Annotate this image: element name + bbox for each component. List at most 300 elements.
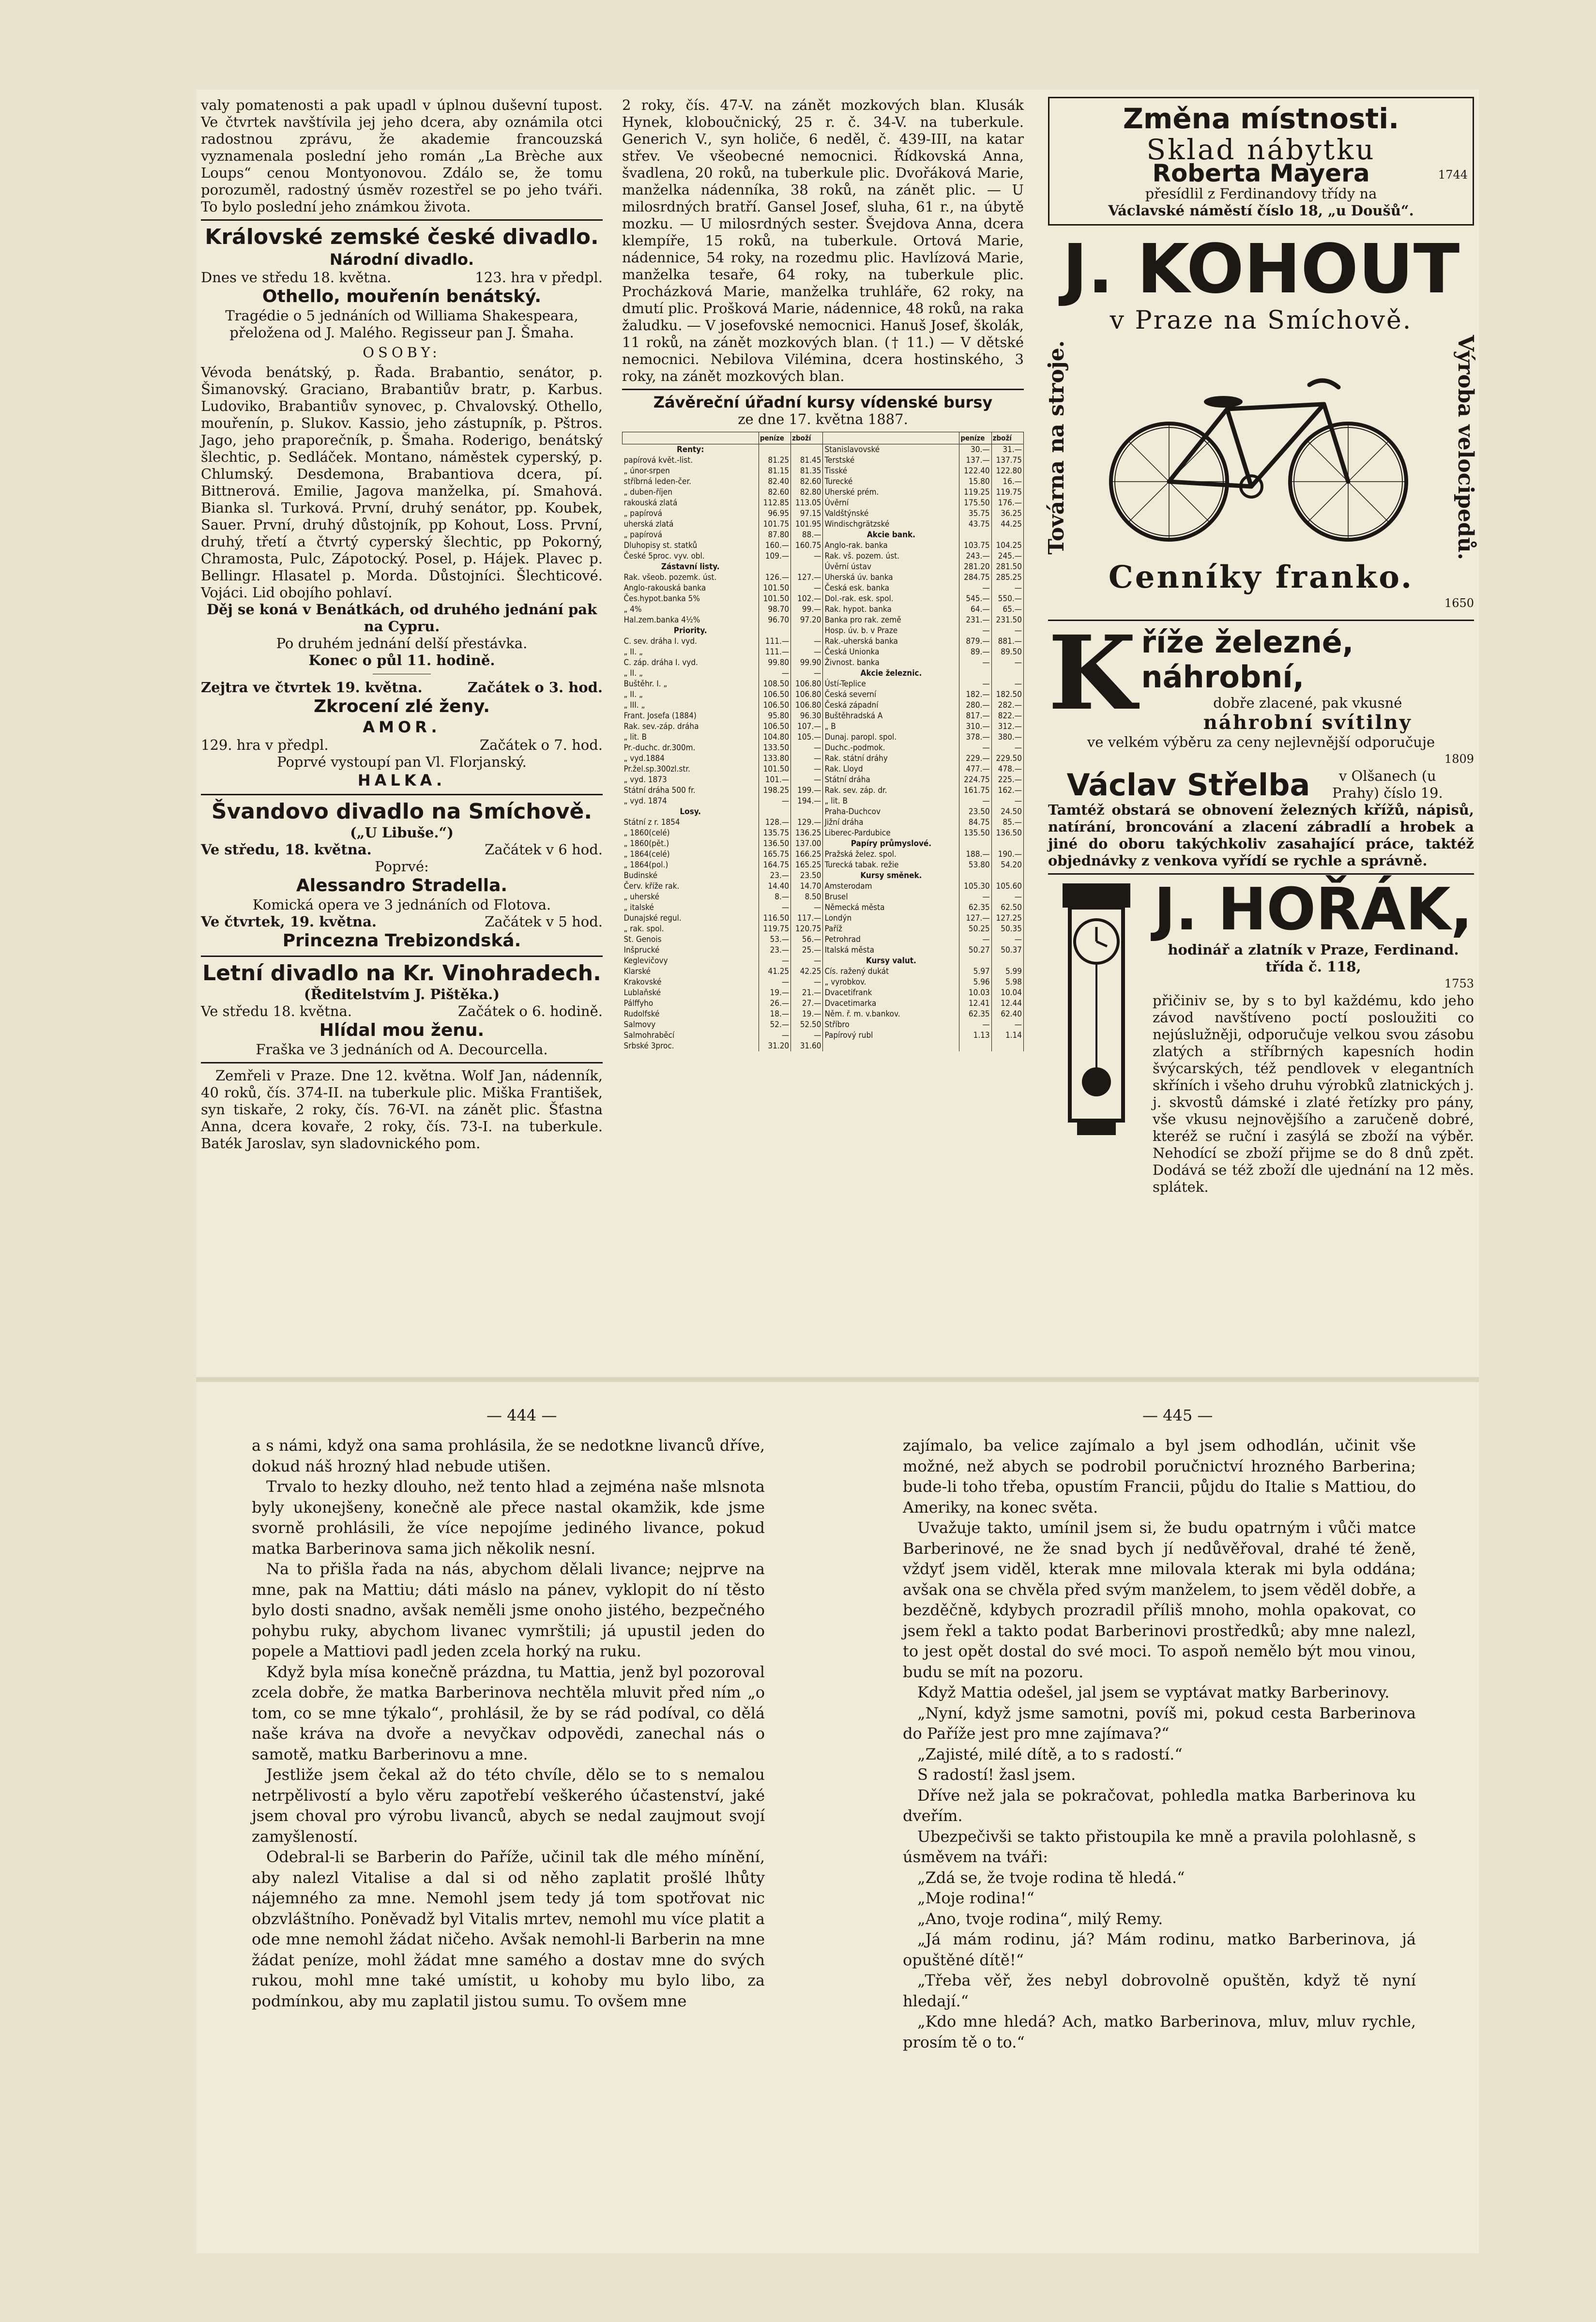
quote-name: Státní dráha 500 fr.: [623, 785, 759, 796]
quote-goods: 137.00: [791, 838, 823, 849]
othello-title: Othello, mouřenín benátský.: [262, 287, 542, 306]
ad-mayer-name: Roberta Mayera: [1152, 159, 1370, 187]
quote-money: 231.—: [959, 615, 991, 625]
table-row: [623, 732, 1024, 743]
quote-money: 10.03: [959, 987, 991, 998]
quote-name: Windischgrätzské: [823, 519, 959, 530]
quote-name: Úvěrní ústav: [823, 562, 959, 572]
table-row: [623, 998, 1024, 1009]
quote-goods: 50.35: [991, 924, 1023, 934]
quote-goods: 81.35: [791, 466, 823, 476]
story-paragraph: „Třeba věř, žes nebyl dobrovolně opuštěn, když tě nyní hledají.“: [903, 1971, 1416, 2010]
quote-name: „ lit. B: [623, 732, 759, 743]
quote-goods: 56.—: [791, 934, 823, 945]
quote-money: —: [959, 679, 991, 689]
zkroceni-title: Zkrocení zlé ženy.: [314, 697, 490, 716]
date-left: Zejtra ve čtvrtek 19. května.: [201, 679, 423, 696]
quote-money: 62.35: [959, 902, 991, 913]
quote-money: 84.75: [959, 817, 991, 828]
col-head: zboží: [791, 432, 823, 444]
quote-name: Česká Unionka: [823, 647, 959, 657]
quote-money: 477.—: [959, 764, 991, 774]
quote-goods: —: [791, 583, 823, 593]
quote-money: 116.50: [759, 913, 790, 924]
story-paragraph: zajímalo, ba velice zajímalo a byl jsem odhodlán, učinit vše možné, než abych se podrobil poručnictví hrozného Barberina; bude-li toho třeba, opustím Francii, půjdu do Italie s Mattiou, do Ameriky, na konec světa.: [903, 1436, 1416, 1517]
table-row: [623, 1009, 1024, 1019]
quote-name: Česká severní: [823, 689, 959, 700]
quote-money: 101.50: [759, 764, 790, 774]
quote-goods: 10.04: [991, 987, 1023, 998]
quote-money: 109.—: [759, 551, 790, 562]
table-row: [623, 860, 1024, 870]
quote-name: papírová květ.-list.: [623, 455, 759, 466]
quote-goods: 229.50: [991, 753, 1023, 764]
quote-name: Banka pro rak. země: [823, 615, 959, 625]
story-paragraph: Na to přišla řada na nás, abychom dělali livance; nejprve na mne, pak na Mattiu; dáti máslo na pánev, vyklopit do ní těsto bylo dosti snadno, avšak neměli jsme onoho jistého, bezpečného pohybu ruky, abychom livanec vymrštili; já upustil jeden do popele a Mattiovi padl jeden zcela horký na ruku.: [252, 1560, 765, 1660]
quote-money: 137.—: [959, 455, 991, 466]
quote-money: 82.60: [759, 487, 790, 498]
story-paragraph: Ubezpečivši se takto přistoupila ke mně a pravila polohlasně, s úsměvem na tváři:: [903, 1827, 1416, 1866]
ad-horak-l1: hodinář a zlatník v Praze, Ferdinand. třída č. 118,: [1168, 941, 1459, 975]
quote-money: 111.—: [759, 636, 790, 647]
quote-name: Priority.: [623, 625, 759, 636]
table-row: [623, 753, 1024, 764]
quote-goods: 12.44: [991, 998, 1023, 1009]
ad-kohout-cennik: Cenníky franko.: [1108, 559, 1414, 596]
page-fold: [196, 1377, 1479, 1382]
story-paragraph: „Zdá se, že tvoje rodina tě hledá.“: [917, 1868, 1185, 1887]
quote-goods: 127.—: [791, 572, 823, 583]
story-paragraph: S radostí! žasl jsem.: [917, 1765, 1076, 1784]
ad-kohout-left: Továrna na stroje.: [1044, 340, 1069, 555]
quote-goods: 136.25: [791, 828, 823, 838]
quote-name: „ uherské: [623, 892, 759, 902]
svandovo-title: Švandovo divadlo na Smíchově.: [211, 799, 593, 824]
quote-money: —: [959, 743, 991, 753]
quote-money: 133.50: [759, 743, 790, 753]
quote-money: —: [759, 668, 790, 679]
deaths-notice: Zemřeli v Praze. Dne 12. května. Wolf Jan, nádenník, 40 roků, čís. 374-II. na tuberkule plic. Miška František, syn tiskaře, 2 roky, čís. 76-VI. na zánět plic. Šťastna Anna, dcera kovaře, 2 roky, čís. 73-I. na tuberkule. Baték Jaroslav, syn sladovnického pom.: [201, 1067, 603, 1152]
quote-money: —: [959, 625, 991, 636]
quote-name: Londýn: [823, 913, 959, 924]
quote-name: Turecká tabak. režie: [823, 860, 959, 870]
quote-goods: 52.50: [791, 1019, 823, 1030]
ad-mayer-line1: přesídlil z Ferdinandovy třídy na: [1145, 185, 1377, 202]
princezna-title: Princezna Trebizondská.: [282, 931, 521, 951]
quote-money: [959, 530, 991, 540]
quote-name: Rak. sev.-záp. dráha: [623, 721, 759, 732]
quote-money: 133.80: [759, 753, 790, 764]
quote-goods: 231.50: [991, 615, 1023, 625]
quote-name: Kursy směnek.: [823, 870, 959, 881]
quote-name: Stříbro: [823, 1019, 959, 1030]
quote-money: 378.—: [959, 732, 991, 743]
quote-name: „ 1860(pět.): [623, 838, 759, 849]
quote-goods: 44.25: [991, 519, 1023, 530]
quote-goods: 8.50: [791, 892, 823, 902]
quote-goods: —: [991, 1019, 1023, 1030]
quote-name: Státní z r. 1854: [623, 817, 759, 828]
table-row: [623, 743, 1024, 753]
quote-goods: 199.—: [791, 785, 823, 796]
table-row: [623, 828, 1024, 838]
hlidal-title: Hlídal mou ženu.: [319, 1020, 485, 1040]
quote-money: 82.40: [759, 476, 790, 487]
table-row: [623, 945, 1024, 956]
table-row: [623, 849, 1024, 860]
quote-goods: 96.30: [791, 711, 823, 721]
quote-money: 310.—: [959, 721, 991, 732]
quote-name: Keglevičovy: [623, 956, 759, 966]
quote-money: 127.—: [959, 913, 991, 924]
quote-money: 50.27: [959, 945, 991, 956]
quote-goods: [991, 530, 1023, 540]
table-row: [623, 987, 1024, 998]
quote-name: uherská zlatá: [623, 519, 759, 530]
quote-name: Jižní dráha: [823, 817, 959, 828]
quote-name: Hosp. úv. b. v Praze: [823, 625, 959, 636]
quote-money: [959, 870, 991, 881]
quote-money: 8.—: [759, 892, 790, 902]
quote-goods: —: [991, 625, 1023, 636]
quote-money: —: [959, 657, 991, 668]
theatre-column: [201, 97, 603, 1155]
ad-kohout-place: v Praze na Smíchově.: [1110, 306, 1413, 335]
quote-name: Rudolfské: [623, 1009, 759, 1019]
quote-name: Živnost. banka: [823, 657, 959, 668]
table-row: [623, 1019, 1024, 1030]
quote-name: Červ. kříže rak.: [623, 881, 759, 892]
quote-goods: 162.—: [991, 785, 1023, 796]
quote-goods: —: [791, 647, 823, 657]
quote-money: 64.—: [959, 604, 991, 615]
quote-money: 101.50: [759, 583, 790, 593]
quote-goods: 14.70: [791, 881, 823, 892]
quote-money: 5.96: [959, 977, 991, 987]
quote-money: [759, 444, 790, 455]
col-head-name: [623, 432, 759, 444]
quote-goods: 881.—: [991, 636, 1023, 647]
quote-name: „ 1864(pol.): [623, 860, 759, 870]
quote-goods: 62.40: [991, 1009, 1023, 1019]
deaths-continued: 2 roky, čís. 47-V. na zánět mozkových blan. Klusák Hynek, kloboučnický, 25 r. č. 34-V. na tuberkule. Generich V., syn holiče, 6 neděl, č. 439-III, na katar střev. Ve všeobecné nemocnici. Řídkovská Anna, švadlena, 20 roků, na tuberkule plic. Dvořáková Marie, manželka nádenníka, 38 roků, na zánět plic. — U milosrdných bratří. Gansel Josef, sluha, 61 r., na úbytě mozku. — U milosrdných sester. Švejdova Anna, dcera klempíře, 15 roků, na tuberkule. Ortová Marie, nádennice, 54 roky, na rozedmu plic. Havlízová Marie, manželka tesaře, 64 roky, na tuberkule plic. Procházková Marie, manželka truhláře, 62 roky, na dmutí plic. Prošková Marie, nádennice, 48 roků, na raka žaludku. — V josefovské nemocnici. Hanuš Josef, školák, 11 roků, na zánět mozkových blan. († 11.) — V dětské nemocnici. Nebilova Vilémina, dcera hostinského, 3 roky, na zánět mozkových blan.: [622, 97, 1024, 384]
date-right: Začátek o 3. hod.: [467, 679, 603, 696]
quote-goods: 101.95: [791, 519, 823, 530]
quote-money: 198.25: [759, 785, 790, 796]
story-paragraph: Uvažuje takto, umínil jsem si, že budu opatrným i vůči matce Barberinové, ne že snad bych jí nedůvěřoval, drahé té ženě, vždyť jsem viděl, kterak mne milovala kterak mi byla oddána; avšak ona se chvěla před svým manželem, to jsem věděl dobře, a bezděčně, kdybych prozradil příliš mnoho, mohla opakovat, co jsem řekl a takto podat Barberinovi prostředků; aby mne nalezl, to jest opět dostal do své moci. To aspoň nemělo být mou vinou, budu se mít na pozoru.: [903, 1518, 1416, 1681]
table-row: [623, 604, 1024, 615]
quote-money: 161.75: [959, 785, 991, 796]
divider: [622, 389, 1024, 390]
table-row: [623, 625, 1024, 636]
quote-name: „ 4%: [623, 604, 759, 615]
quote-goods: 106.80: [791, 679, 823, 689]
story-paragraph: „Moje rodina!“: [917, 1889, 1034, 1907]
quote-name: „ 1864(celé): [623, 849, 759, 860]
table-row: [623, 966, 1024, 977]
quote-goods: 82.80: [791, 487, 823, 498]
quote-money: 99.80: [759, 657, 790, 668]
quote-name: Rak. státní dráhy: [823, 753, 959, 764]
quote-money: 224.75: [959, 774, 991, 785]
table-row: [623, 956, 1024, 966]
quote-money: —: [959, 1019, 991, 1030]
quote-name: stříbrná leden-čer.: [623, 476, 759, 487]
intermission: Po druhém jednání delší přestávka.: [276, 635, 528, 652]
quote-goods: 23.50: [791, 870, 823, 881]
date-left: Ve středu 18. května.: [201, 1003, 352, 1019]
quote-name: „ B: [823, 721, 959, 732]
quote-money: 14.40: [759, 881, 790, 892]
quote-name: Kursy valut.: [823, 956, 959, 966]
quote-name: Italská města: [823, 945, 959, 956]
quote-money: 229.—: [959, 753, 991, 764]
quote-goods: —: [991, 583, 1023, 593]
quote-money: 108.50: [759, 679, 790, 689]
quote-money: 23.—: [759, 870, 790, 881]
quote-name: Rak. všeob. pozemk. úst.: [623, 572, 759, 583]
quote-money: 111.—: [759, 647, 790, 657]
quote-money: 165.75: [759, 849, 790, 860]
quote-goods: 106.80: [791, 689, 823, 700]
quote-goods: —: [791, 956, 823, 966]
story-paragraph: Jestliže jsem čekal až do této chvíle, dělo se to s nemalou netrpělivostí a bylo věru zapotřebí veškerého účastenství, jaké jsem choval pro výrobu livanců, abych se nedal zaujmout svojí zamyšleností.: [252, 1765, 765, 1846]
quote-name: Renty:: [623, 444, 759, 455]
page-number-right: — 445 —: [1142, 1406, 1213, 1425]
quote-goods: 165.25: [791, 860, 823, 870]
quote-goods: 281.50: [991, 562, 1023, 572]
table-row: [623, 913, 1024, 924]
table-row: [623, 817, 1024, 828]
quote-name: „ II. „: [623, 689, 759, 700]
quote-name: „ II. „: [623, 668, 759, 679]
table-row: [623, 806, 1024, 817]
story-paragraph: Když byla mísa konečně prázdna, tu Mattia, jenž byl pozoroval zcela dobře, že matka Barberinova nechtěla mluvit před ním „o tom, co se mne týkalo“, prohlásil, že by se rád podíval, co dělá naše kráva na dvoře a nevyčkav odpovědi, zanechal nás o samotě, matku Barberinovu a mne.: [252, 1662, 765, 1763]
date-right: Začátek v 6 hod.: [485, 841, 603, 858]
quote-money: —: [759, 1030, 790, 1041]
table-row: [623, 615, 1024, 625]
table-row: [623, 498, 1024, 508]
divider: [201, 1062, 603, 1063]
ad-kohout: [1044, 230, 1478, 612]
quote-goods: 119.75: [991, 487, 1023, 498]
quote-money: 81.25: [759, 455, 790, 466]
quote-name: „ duben-říjen: [623, 487, 759, 498]
poprve-label: Poprvé:: [375, 858, 429, 875]
ad-kohout-name: J. KOHOUT: [1062, 230, 1460, 309]
table-row: [623, 508, 1024, 519]
quote-money: 126.—: [759, 572, 790, 583]
ad-horak-num: 1753: [1444, 977, 1474, 991]
date-left: Ve čtvrtek, 19. května.: [201, 913, 377, 930]
quote-name: „ vyrobkov.: [823, 977, 959, 987]
quote-goods: —: [791, 977, 823, 987]
quote-goods: 42.25: [791, 966, 823, 977]
quote-money: 96.95: [759, 508, 790, 519]
bourse-table: [622, 432, 1024, 1051]
bourse-title: Závěreční úřadní kursy vídenské bursy: [653, 393, 993, 411]
ad-mayer-num: 1744: [1438, 168, 1468, 182]
quote-name: Zástavní listy.: [623, 562, 759, 572]
quote-money: 101.—: [759, 774, 790, 785]
quote-money: 188.—: [959, 849, 991, 860]
quote-goods: 19.—: [791, 1009, 823, 1019]
quote-money: 50.25: [959, 924, 991, 934]
plot-location: Děj se koná v Benátkách, od druhého jednání pak na Cypru.: [206, 601, 597, 635]
ad-kohout-num: 1650: [1444, 596, 1474, 610]
quote-goods: 107.—: [791, 721, 823, 732]
divider: [201, 956, 603, 957]
quote-goods: 54.20: [991, 860, 1023, 870]
quote-name: Dluhopisy st. statků: [623, 540, 759, 551]
quote-name: Česká esk. banka: [823, 583, 959, 593]
ad-strelba-num: 1809: [1444, 752, 1474, 766]
date-left: Dnes ve středu 18. května.: [201, 269, 392, 286]
table-row: [623, 924, 1024, 934]
quote-name: „ vyd.1884: [623, 753, 759, 764]
quote-goods: 160.75: [791, 540, 823, 551]
quote-name: Něm. ř. m. v.bankov.: [823, 1009, 959, 1019]
table-row: [623, 647, 1024, 657]
quote-money: 119.75: [759, 924, 790, 934]
quote-goods: [791, 806, 823, 817]
table-row: [623, 689, 1024, 700]
quote-name: Anglo-rak. banka: [823, 540, 959, 551]
story-paragraph: „Ano, tvoje rodina“, milý Remy.: [917, 1909, 1163, 1928]
quote-money: 18.—: [759, 1009, 790, 1019]
quote-name: Buštěhr. I. „: [623, 679, 759, 689]
quote-name: „ papírová: [623, 530, 759, 540]
quote-goods: [791, 444, 823, 455]
quote-goods: —: [991, 892, 1023, 902]
table-row: [623, 551, 1024, 562]
date-left: 129. hra v předpl.: [201, 737, 329, 753]
quote-money: 52.—: [759, 1019, 790, 1030]
quote-goods: 31.60: [791, 1041, 823, 1051]
quote-name: „ vyd. 1873: [623, 774, 759, 785]
table-row: [623, 870, 1024, 881]
quote-name: Praha-Duchcov: [823, 806, 959, 817]
quote-goods: 176.—: [991, 498, 1023, 508]
quote-goods: [791, 562, 823, 572]
quote-name: St. Genois: [623, 934, 759, 945]
quote-goods: 822.—: [991, 711, 1023, 721]
ad-strelba-l2: náhrobní svítilny: [1203, 711, 1412, 734]
ad-horak-name: J. HOŘÁK,: [1154, 876, 1473, 944]
quote-goods: 380.—: [991, 732, 1023, 743]
quote-name: Rak. vš. pozem. úst.: [823, 551, 959, 562]
quote-goods: 5.98: [991, 977, 1023, 987]
quote-money: 281.20: [959, 562, 991, 572]
quote-goods: —: [791, 902, 823, 913]
ad-horak-text: přičiniv se, by s to byl každému, kdo jeho závod navštíveno poctí posloužiti co nejúslužněji, odporučuje velkou svou zásobu zlatých a stříbrných kapesních hodin švýcarských, též pendlovek v elegantních skříních i všeho druhu výrobků zlatnických j. j. skvostů dámské i zlaté řetízky pro pány, vše vkusu nejnovějšího a zaručeně dobré, kteréž se ruční i zasýlá se zboží na výběr. Nehodící se zboží přijme se do 8 dnů zpět. Dodává se též zboží dle ujednání na 12 měs. splátek.: [1153, 992, 1474, 1196]
bourse-date: ze dne 17. května 1887.: [738, 411, 908, 427]
quote-money: —: [959, 934, 991, 945]
quote-goods: —: [791, 743, 823, 753]
quote-goods: 478.—: [991, 764, 1023, 774]
quote-name: Pálffyho: [623, 998, 759, 1009]
story-paragraph: „Já mám rodinu, já? Mám rodinu, matko Barberinova, já opuštěné dítě!“: [903, 1930, 1416, 1969]
table-row: [623, 636, 1024, 647]
quote-name: Terstské: [823, 455, 959, 466]
table-row: [623, 892, 1024, 902]
quote-money: 128.—: [759, 817, 790, 828]
quote-name: Rak.-uherská banka: [823, 636, 959, 647]
table-row: [623, 476, 1024, 487]
cast-list: Vévoda benátský, p. Řada. Brabantio, senátor, p. Šimanovský. Graciano, Brabantiův bratr, p. Karbus. Ludoviko, Brabantiův synovec, p. Chvalovský. Othello, mouřenín, p. Slukov. Kassio, jeho zástupník, p. Pštros. Jago, jeho praporečník, p. Šmaha. Roderigo, benátský šlechtic, p. Sedláček. Montano, náměstek cyperský, p. Chlumský. Desdemona, Brabantiova dcera, pí. Bittnerová. Emilie, Jagova manželka, pí. Smahová. Bianka sl. Turková. První, druhý senátor, pp. Koubek, Sauer. První, druhý důstojník, pp Kohout, Loss. První, druhý, třetí a čtvrtý cyperský šlechtic, pp Pokorný, Chramosta, Pulc, Zápotocký. Posel, p. Hájek. Plavec p. Bellingr. Hlasatel p. Morda. Důstojníci. Šlechticové. Vojáci. Lid obojího pohlaví.: [201, 364, 603, 601]
ad-kohout-right: Výroba velocipedů.: [1453, 335, 1478, 561]
table-row: [623, 700, 1024, 711]
newspaper-spread: [196, 90, 1479, 2253]
quote-goods: 166.25: [791, 849, 823, 860]
table-row: [623, 785, 1024, 796]
quote-goods: [991, 668, 1023, 679]
quote-money: 62.35: [959, 1009, 991, 1019]
quote-name: Dvacetimarka: [823, 998, 959, 1009]
quote-goods: 24.50: [991, 806, 1023, 817]
quote-name: Cís. ražený dukát: [823, 966, 959, 977]
quote-money: 101.50: [759, 593, 790, 604]
quote-goods: 16.—: [991, 476, 1023, 487]
quote-goods: [791, 625, 823, 636]
quote-money: 112.85: [759, 498, 790, 508]
quote-goods: 5.99: [991, 966, 1023, 977]
quote-money: [759, 806, 790, 817]
quote-name: Ústí-Teplice: [823, 679, 959, 689]
quote-goods: 225.—: [991, 774, 1023, 785]
quote-goods: 99.—: [791, 604, 823, 615]
ad-strelba-l1: dobře zlacené, pak vkusné: [1213, 695, 1402, 712]
quote-money: 89.—: [959, 647, 991, 657]
ad-mayer-line2: Václavské náměstí číslo 18, „u Doušů“.: [1108, 202, 1414, 219]
table-row: [623, 711, 1024, 721]
ad-strelba: [1048, 613, 1474, 869]
quote-money: 135.75: [759, 828, 790, 838]
quote-money: 105.30: [959, 881, 991, 892]
quote-goods: 65.—: [991, 604, 1023, 615]
table-row: [623, 519, 1024, 530]
quote-name: Salmohraběcí: [623, 1030, 759, 1041]
quote-goods: 182.50: [991, 689, 1023, 700]
ad-mayer-sub: Sklad nábytku: [1146, 133, 1376, 166]
quote-name: Anglo-rakouská banka: [623, 583, 759, 593]
quote-money: 817.—: [959, 711, 991, 721]
quote-name: České 5proc. vyv. obl.: [623, 551, 759, 562]
quote-goods: 105.60: [991, 881, 1023, 892]
divider: [201, 794, 603, 795]
quote-name: „ II. „: [623, 647, 759, 657]
col-head: zboží: [991, 432, 1023, 444]
quote-money: 87.80: [759, 530, 790, 540]
quote-money: 98.70: [759, 604, 790, 615]
table-row: [623, 487, 1024, 498]
story-paragraph: Trvalo to hezky dlouho, než tento hlad a zejména naše mlsnota byly ukonejšeny, konečně ale přece nastal okamžik, kde jsme svorně prohlásili, že více nepojíme jediného livance, pokud matka Barberinova sama jich několik nesní.: [252, 1477, 765, 1558]
quote-goods: [991, 956, 1023, 966]
quote-goods: 99.90: [791, 657, 823, 668]
ad-strelba-l3: ve velkém výběru za ceny nejlevnější odporučuje: [1087, 734, 1435, 751]
story-paragraph: Když Mattia odešel, jal jsem se vyptávat matky Barberinovy.: [917, 1683, 1390, 1701]
date-right: 123. hra v předpl.: [475, 269, 603, 286]
ad-strelba-title: říže železné, náhrobní,: [1141, 624, 1354, 695]
ad-mayer-title: Změna místnosti.: [1123, 102, 1399, 135]
quote-name: Rak. hypot. banka: [823, 604, 959, 615]
quote-money: [959, 668, 991, 679]
table-row: [623, 679, 1024, 689]
table-row: [623, 838, 1024, 849]
quote-name: Dol.-rak. esk. spol.: [823, 593, 959, 604]
story-paragraph: a s námi, když ona sama prohlásila, že se nedotkne livanců dříve, dokud náš hrozný hlad nebude utišen.: [252, 1436, 765, 1475]
quote-money: 43.75: [959, 519, 991, 530]
